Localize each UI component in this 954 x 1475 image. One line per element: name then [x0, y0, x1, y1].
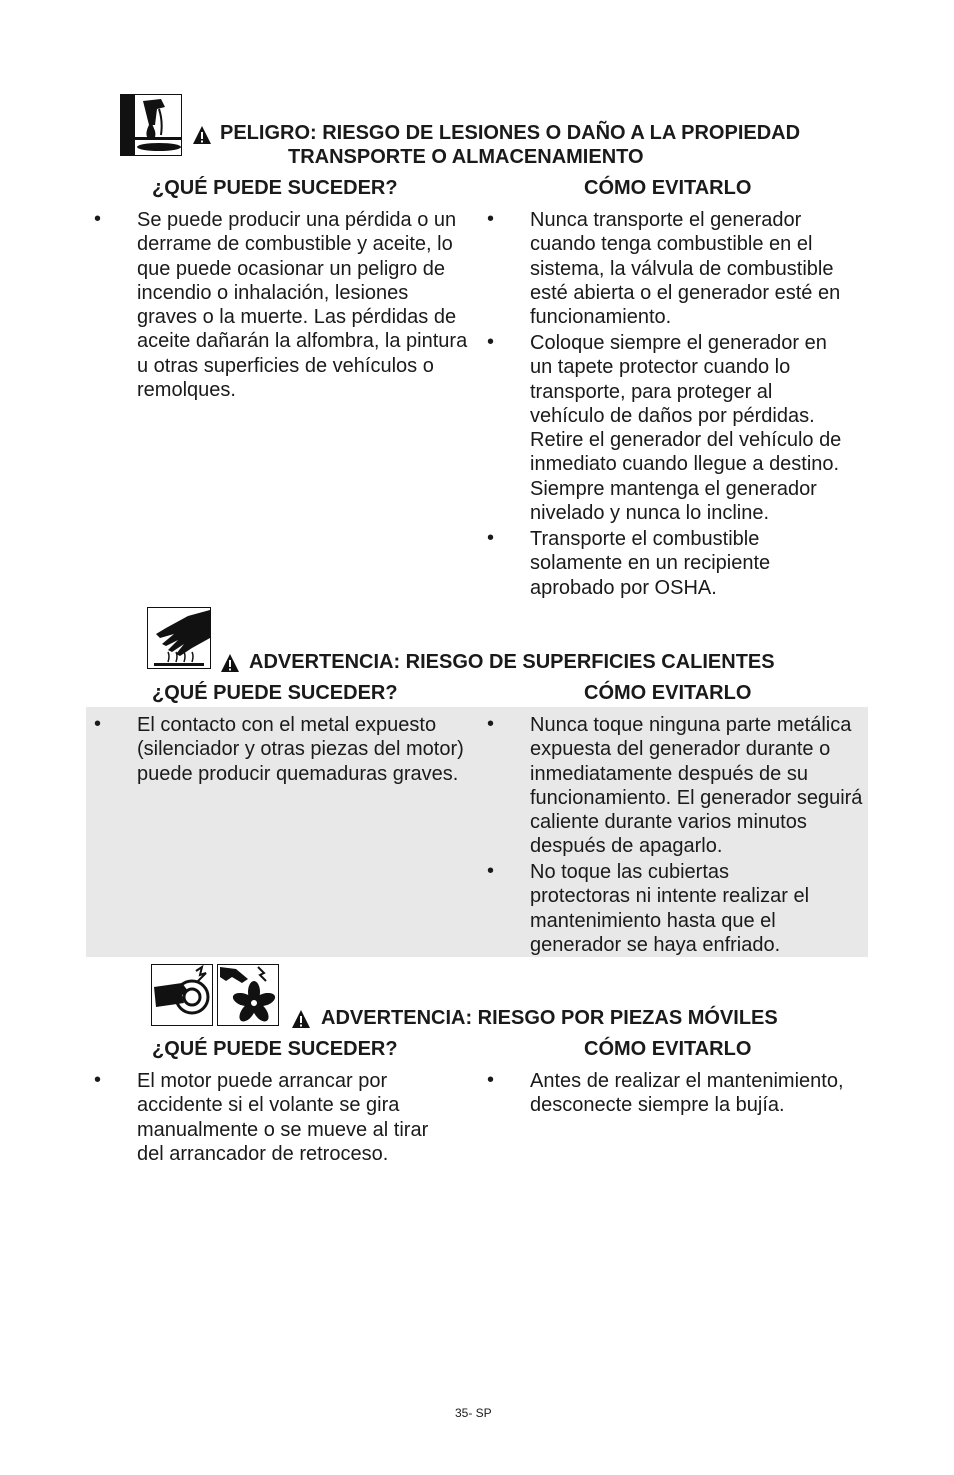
bullet: • [487, 713, 495, 735]
warning-triangle-icon [291, 1009, 311, 1029]
col-header-what-can-happen: ¿QUÉ PUEDE SUCEDER? [152, 682, 398, 704]
section-title: ADVERTENCIA: RIESGO POR PIEZAS MÓVILES [321, 1007, 778, 1029]
prevention-item: Transporte el combustible solamente en un recipiente aprobado por OSHA. [530, 528, 771, 599]
prevention-item: Coloque siempre el generador en un tapete protector cuando lo transporte, para proteger al vehículo de daños por pérdidas. Retire el generador del vehículo de inmediato cuando llegue a destino. Siempre mantenga el generador nivelado y nunca lo incline. [530, 332, 842, 525]
warning-triangle-icon [220, 653, 240, 673]
prevention-item: Nunca toque ninguna parte metálica expuesta del generador durante o inmediatamente después de su funcionamiento. El generador seguirá caliente durante varios minutos después de apagarlo. [530, 714, 863, 858]
bullet: • [94, 208, 102, 230]
col-header-how-to-avoid: CÓMO EVITARLO [584, 1038, 752, 1060]
warning-triangle-icon [192, 125, 212, 145]
section-subtitle: TRANSPORTE O ALMACENAMIENTO [288, 146, 644, 168]
col-header-how-to-avoid: CÓMO EVITARLO [584, 177, 752, 199]
hot-surface-icon [147, 607, 211, 669]
bullet: • [94, 1069, 102, 1091]
fuel-spill-icon [120, 94, 182, 156]
bullet: • [487, 860, 495, 882]
bullet: • [487, 1069, 495, 1091]
prevention-item: Antes de realizar el mantenimiento, desconecte siempre la bujía. [530, 1070, 844, 1117]
section-title: ADVERTENCIA: RIESGO DE SUPERFICIES CALIENTES [249, 651, 775, 673]
bullet: • [94, 713, 102, 735]
hazard-description: El contacto con el metal expuesto (silenciador y otras piezas del motor) puede producir quemaduras graves. [137, 714, 464, 785]
col-header-how-to-avoid: CÓMO EVITARLO [584, 682, 752, 704]
hazard-description: Se puede producir una pérdida o un derrame de combustible y aceite, lo que puede ocasionar un peligro de incendio o inhalación, lesiones graves o la muerte. Las pérdidas de aceite dañarán la alfombra, la pintura u otras superficies de vehículos o remolques. [137, 209, 468, 402]
page-number: 35- SP [455, 1406, 492, 1420]
bullet: • [487, 208, 495, 230]
section-title: PELIGRO: RIESGO DE LESIONES O DAÑO A LA PROPIEDAD [220, 122, 801, 144]
rotating-pulley-icon [151, 964, 213, 1026]
prevention-item: Nunca transporte el generador cuando tenga combustible en el sistema, la válvula de combustible esté abierta o el generador esté en funcionamiento. [530, 209, 841, 329]
prevention-item: No toque las cubiertas protectoras ni intente realizar el mantenimiento hasta que el generador se haya enfriado. [530, 861, 810, 956]
col-header-what-can-happen: ¿QUÉ PUEDE SUCEDER? [152, 177, 398, 199]
bullet: • [487, 331, 495, 353]
col-header-what-can-happen: ¿QUÉ PUEDE SUCEDER? [152, 1038, 398, 1060]
fan-blade-icon [217, 964, 279, 1026]
hazard-description: El motor puede arrancar por accidente si el volante se gira manualmente o se mueve al tirar del arrancador de retroceso. [137, 1070, 429, 1165]
bullet: • [487, 527, 495, 549]
